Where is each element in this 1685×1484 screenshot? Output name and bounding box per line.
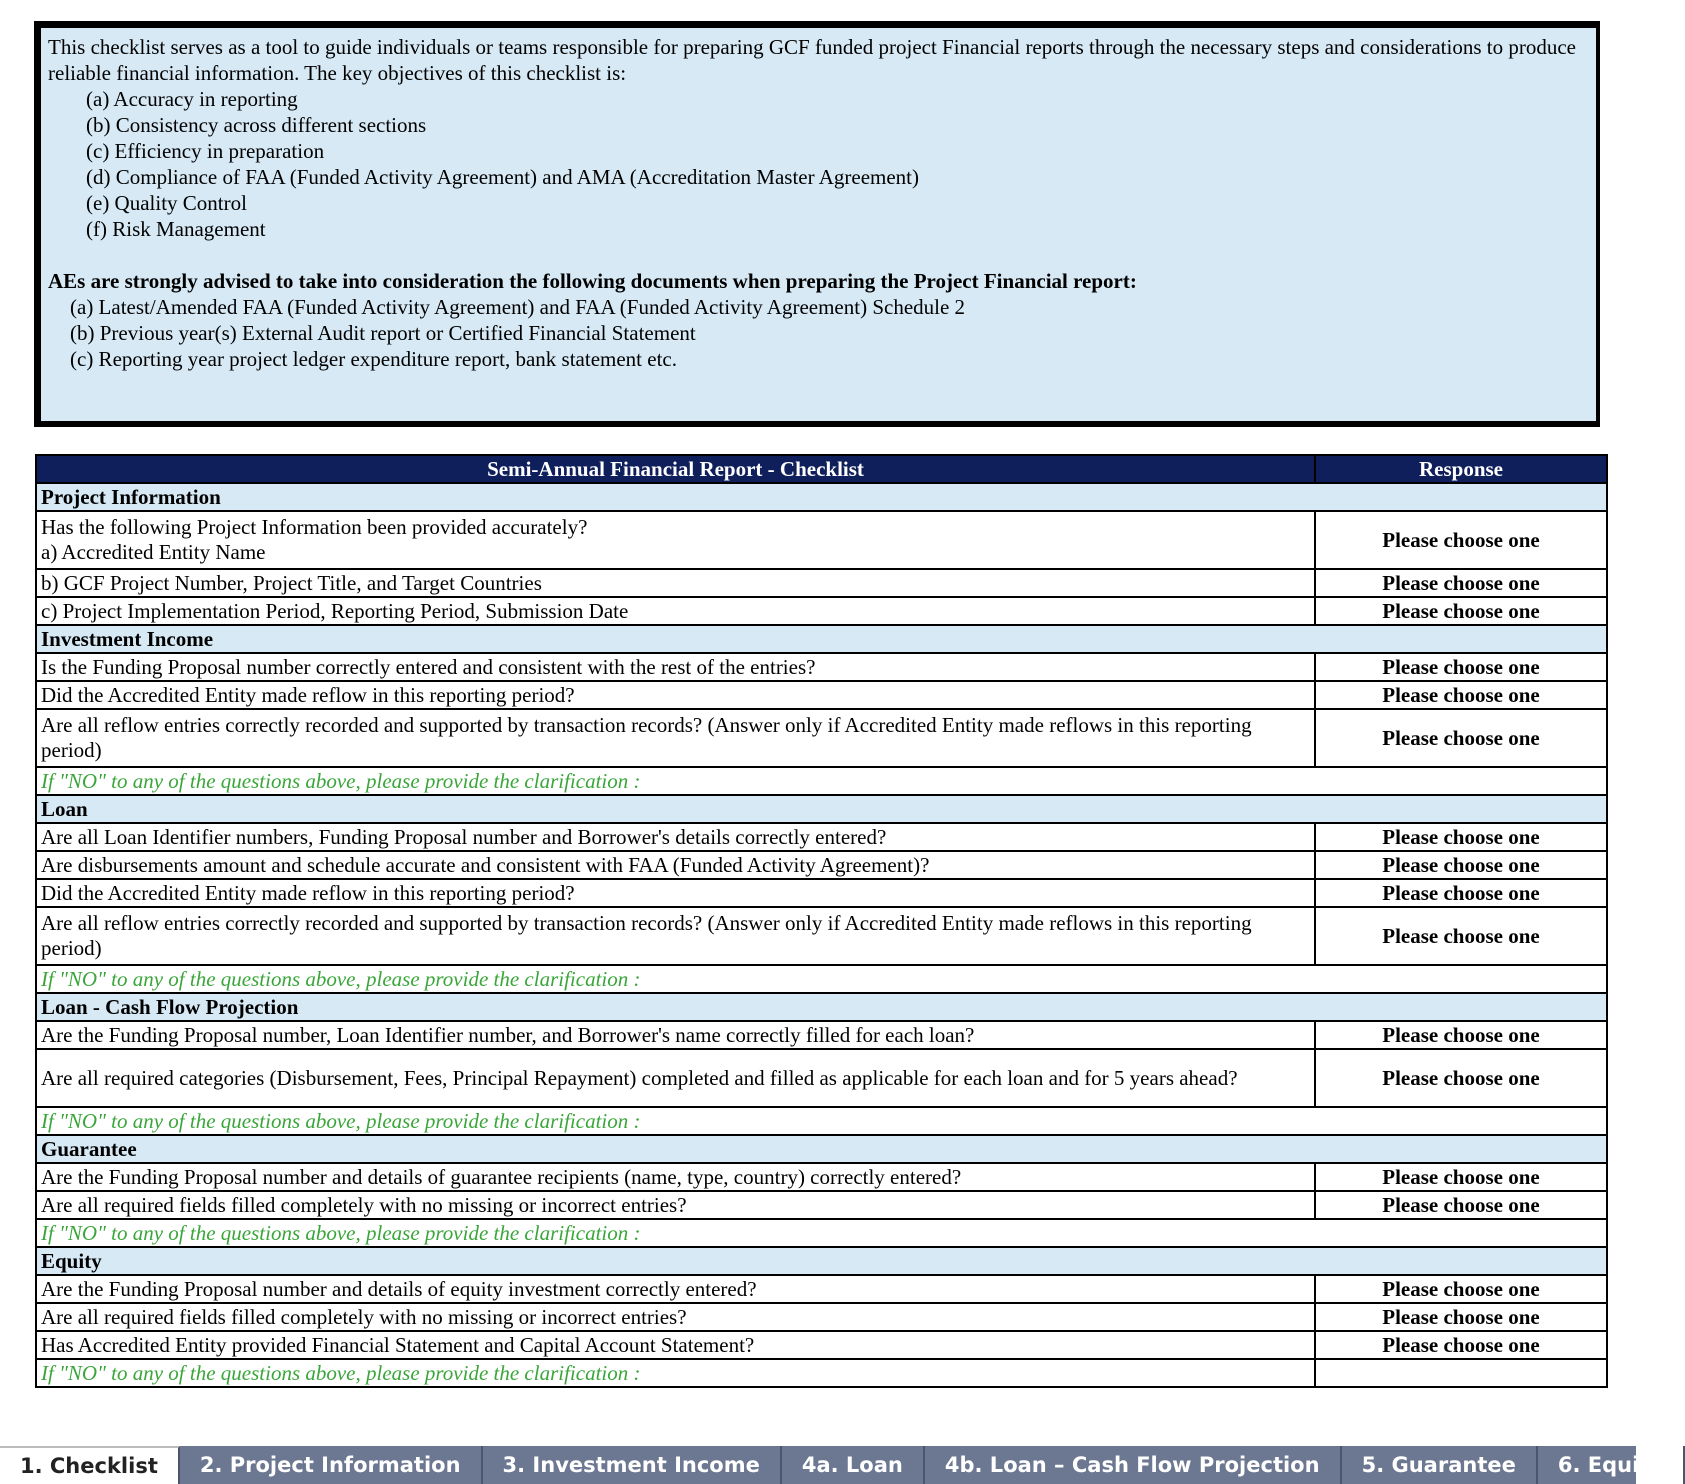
response-dropdown[interactable]: Please choose one: [1315, 823, 1607, 851]
question-text: Did the Accredited Entity made reflow in this reporting period?: [36, 681, 1315, 709]
response-dropdown[interactable]: Please choose one: [1315, 1163, 1607, 1191]
response-dropdown[interactable]: Please choose one: [1315, 1303, 1607, 1331]
section-title-loan-cash-flow-projection: Loan - Cash Flow Projection: [36, 993, 1607, 1021]
question-text: Has Accredited Entity provided Financial Statement and Capital Account Statement?: [36, 1331, 1315, 1359]
checklist-table: [35, 454, 1608, 1388]
question-text: Are all reflow entries correctly recorded and supported by transaction records? (Answer only if Accredited Entity made reflows in this reporting period): [36, 907, 1315, 965]
question-text: Is the Funding Proposal number correctly entered and consistent with the rest of the entries?: [36, 653, 1315, 681]
response-dropdown[interactable]: Please choose one: [1315, 1275, 1607, 1303]
question-text: Has the following Project Information been provided accurately?: [41, 515, 588, 539]
question-text: Are all required fields filled completely with no missing or incorrect entries?: [36, 1303, 1315, 1331]
document-item: (b) Previous year(s) External Audit report or Certified Financial Statement: [70, 321, 696, 345]
clarification-input[interactable]: If "NO" to any of the questions above, please provide the clarification :: [36, 1359, 1315, 1387]
clarification-input[interactable]: If "NO" to any of the questions above, please provide the clarification :: [36, 1219, 1607, 1247]
question-text: a) Accredited Entity Name: [41, 540, 266, 564]
response-dropdown[interactable]: Please choose one: [1315, 511, 1607, 569]
objective-item: (e) Quality Control: [86, 191, 247, 215]
objective-item: (d) Compliance of FAA (Funded Activity Agreement) and AMA (Accreditation Master Agreement): [86, 165, 919, 189]
question-text: Are all Loan Identifier numbers, Funding Proposal number and Borrower's details correctly entered?: [36, 823, 1315, 851]
tab-checklist[interactable]: 1. Checklist: [0, 1446, 180, 1484]
response-dropdown[interactable]: Please choose one: [1315, 653, 1607, 681]
question-text: Are all reflow entries correctly recorded and supported by transaction records? (Answer only if Accredited Entity made reflows in this reporting period): [36, 709, 1315, 767]
objective-item: (b) Consistency across different sections: [86, 113, 427, 137]
section-title-equity: Equity: [36, 1247, 1607, 1275]
objective-item: (f) Risk Management: [86, 217, 266, 241]
section-title-loan: Loan: [36, 795, 1607, 823]
question-text: Did the Accredited Entity made reflow in this reporting period?: [36, 879, 1315, 907]
response-dropdown[interactable]: Please choose one: [1315, 1331, 1607, 1359]
checklist-header: Semi-Annual Financial Report - Checklist: [36, 455, 1315, 483]
document-item: (c) Reporting year project ledger expenditure report, bank statement etc.: [70, 347, 677, 371]
response-dropdown[interactable]: Please choose one: [1315, 907, 1607, 965]
tab-guarantee[interactable]: 5. Guarantee: [1342, 1446, 1538, 1484]
response-dropdown[interactable]: Please choose one: [1315, 1049, 1607, 1107]
response-dropdown[interactable]: Please choose one: [1315, 597, 1607, 625]
tab-project-information[interactable]: 2. Project Information: [180, 1446, 483, 1484]
question-text: Are all required categories (Disbursement, Fees, Principal Repayment) completed and filled as applicable for each loan and for 5 years ahead?: [36, 1049, 1315, 1107]
advice-heading: AEs are strongly advised to take into consideration the following documents when preparing the Project Financial report:: [48, 269, 1137, 293]
sheet-tab-bar: [0, 1446, 1663, 1484]
instructions-panel: [34, 21, 1600, 427]
document-item: (a) Latest/Amended FAA (Funded Activity Agreement) and FAA (Funded Activity Agreement) Schedule 2: [70, 295, 966, 319]
tab-investment-income[interactable]: 3. Investment Income: [483, 1446, 782, 1484]
clarification-input[interactable]: If "NO" to any of the questions above, please provide the clarification :: [36, 1107, 1607, 1135]
response-dropdown[interactable]: Please choose one: [1315, 851, 1607, 879]
response-dropdown[interactable]: Please choose one: [1315, 709, 1607, 767]
response-dropdown[interactable]: Please choose one: [1315, 1191, 1607, 1219]
response-dropdown[interactable]: Please choose one: [1315, 1021, 1607, 1049]
tab-loan-cash-flow-projection[interactable]: 4b. Loan – Cash Flow Projection: [925, 1446, 1342, 1484]
tab-loan[interactable]: 4a. Loan: [782, 1446, 925, 1484]
clarification-input[interactable]: If "NO" to any of the questions above, please provide the clarification :: [36, 767, 1607, 795]
objective-item: (c) Efficiency in preparation: [86, 139, 325, 163]
intro-paragraph: This checklist serves as a tool to guide individuals or teams responsible for preparing GCF funded project Financial reports through the necessary steps and considerations to produce reliable financial information. The key objectives of this checklist is:: [48, 35, 1576, 85]
question-text: c) Project Implementation Period, Reporting Period, Submission Date: [36, 597, 1315, 625]
clarification-input[interactable]: If "NO" to any of the questions above, please provide the clarification :: [36, 965, 1607, 993]
question-text: Are the Funding Proposal number and details of equity investment correctly entered?: [36, 1275, 1315, 1303]
section-title-project-information: Project Information: [36, 483, 1607, 511]
section-title-guarantee: Guarantee: [36, 1135, 1607, 1163]
response-header: Response: [1315, 455, 1607, 483]
question-text: Are the Funding Proposal number, Loan Identifier number, and Borrower's name correctly filled for each loan?: [36, 1021, 1315, 1049]
question-text: Are all required fields filled completely with no missing or incorrect entries?: [36, 1191, 1315, 1219]
tab-equity[interactable]: 6. Equity: [1538, 1446, 1685, 1484]
question-text: b) GCF Project Number, Project Title, and Target Countries: [36, 569, 1315, 597]
question-text: Are the Funding Proposal number and details of guarantee recipients (name, type, country) correctly entered?: [36, 1163, 1315, 1191]
clarification-empty-cell[interactable]: [1315, 1359, 1607, 1387]
question-text: Are disbursements amount and schedule accurate and consistent with FAA (Funded Activity Agreement)?: [36, 851, 1315, 879]
section-title-investment-income: Investment Income: [36, 625, 1607, 653]
response-dropdown[interactable]: Please choose one: [1315, 879, 1607, 907]
objective-item: (a) Accuracy in reporting: [86, 87, 298, 111]
response-dropdown[interactable]: Please choose one: [1315, 681, 1607, 709]
response-dropdown[interactable]: Please choose one: [1315, 569, 1607, 597]
question-cell: [36, 511, 1315, 569]
